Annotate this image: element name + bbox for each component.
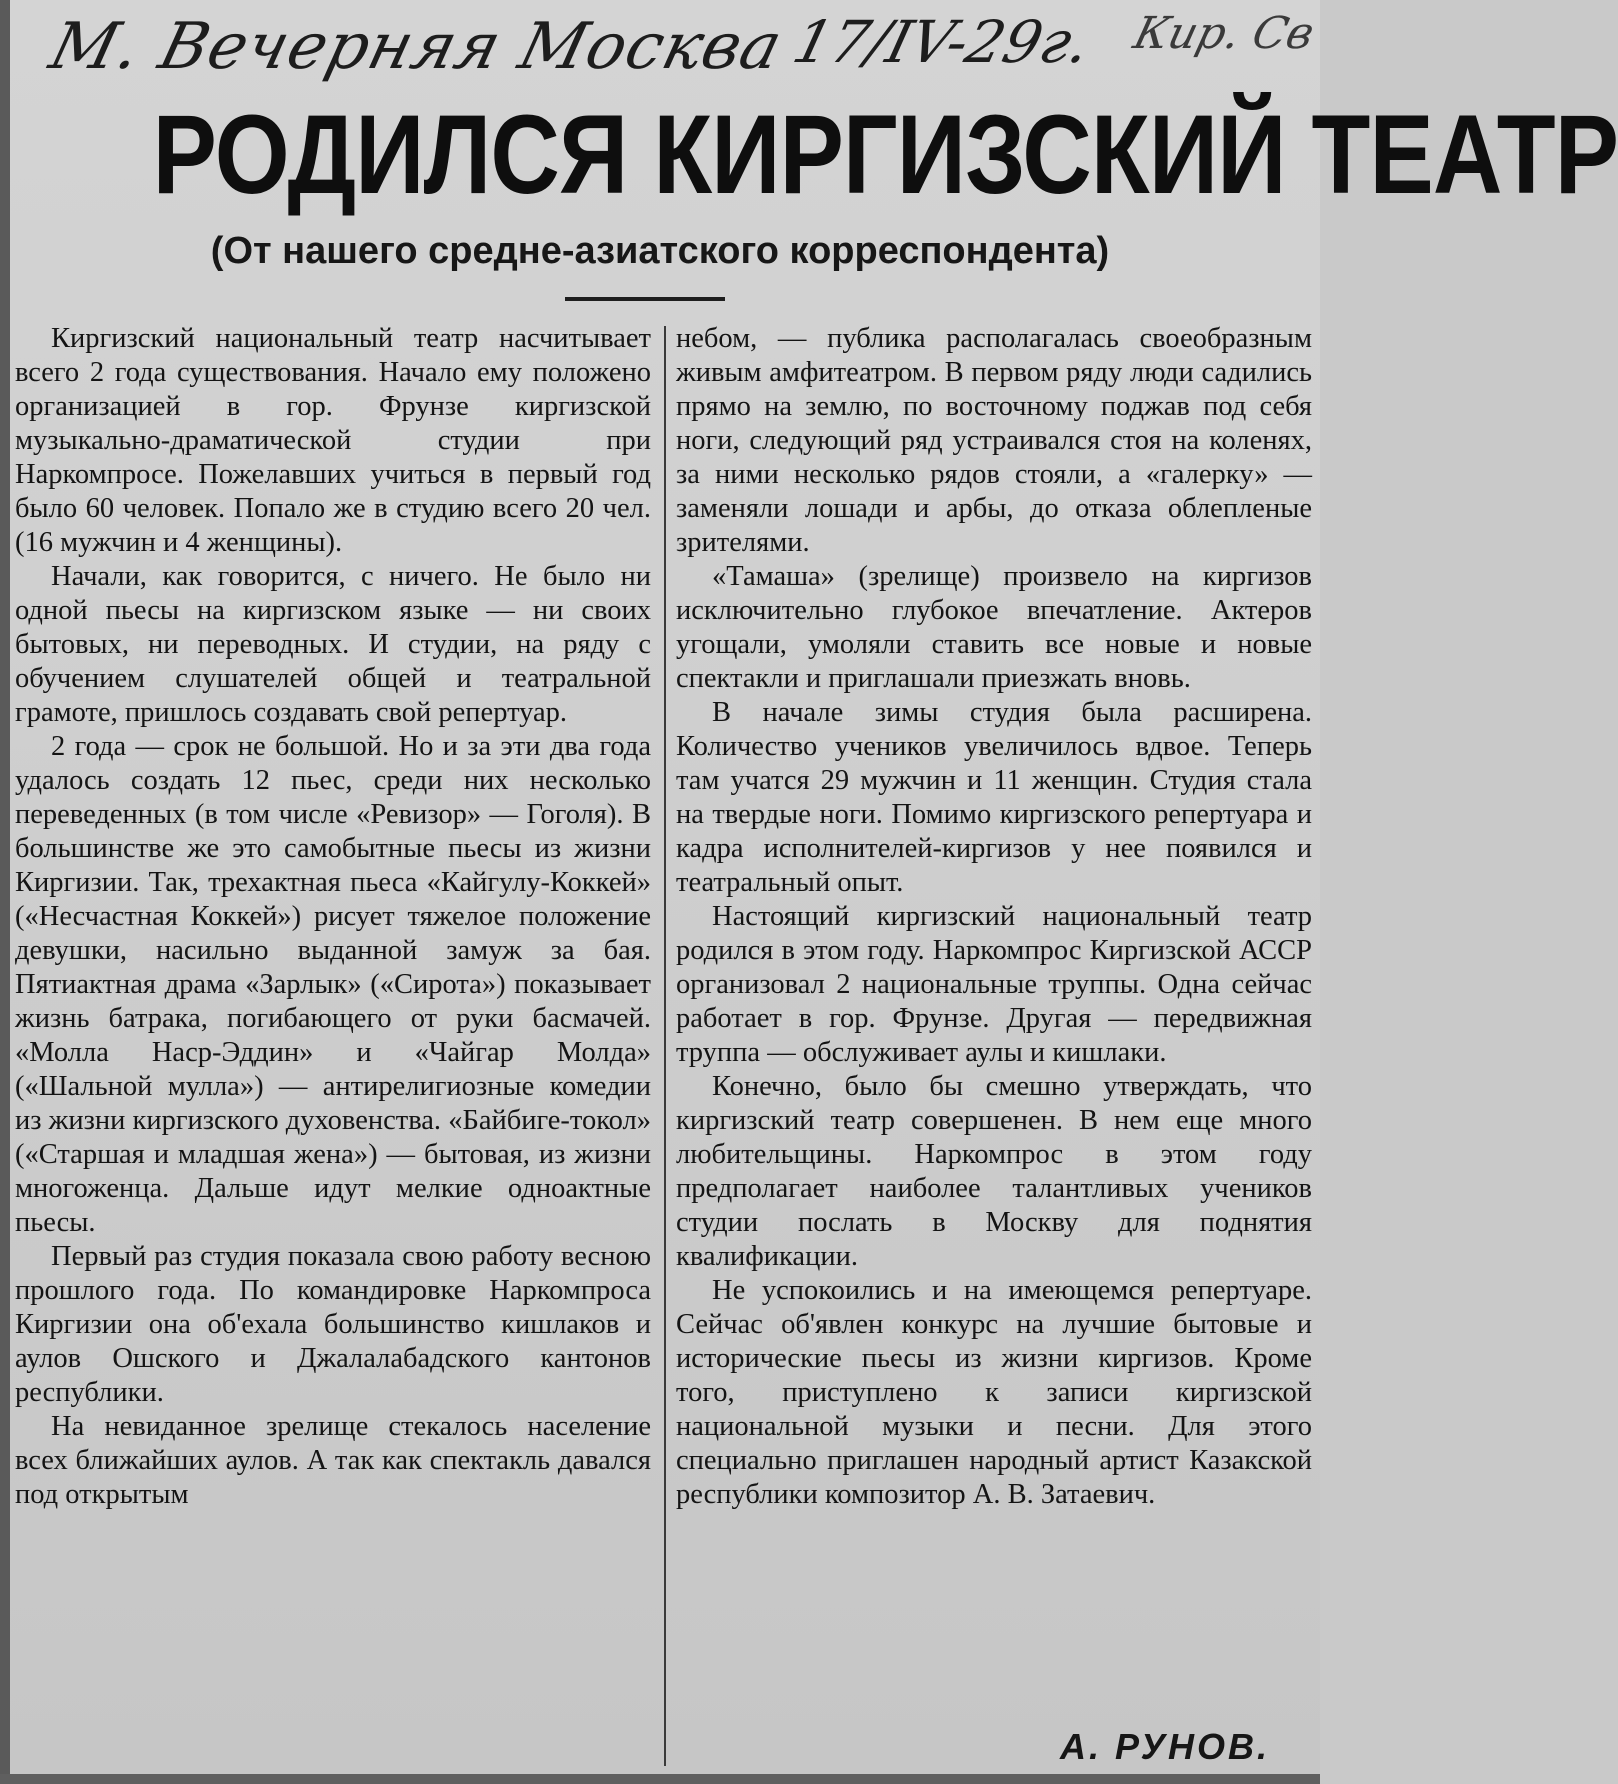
paragraph: Не успокоились и на имеющемся репертуаре. Сейчас об'явлен конкурс на лучшие бытовые и исторические пьесы из жизни киргизов. Кроме того, приступлено к записи киргизской национальной музыки и песни. Для этого специально приглашен народный артист Казакской республики композитор А. В. Затаевич. <box>676 1275 1312 1510</box>
subheadline: (От нашего средне-азиатского корреспондента) <box>210 230 1110 272</box>
article-column-right <box>676 322 1312 1512</box>
paragraph: 2 года — срок не большой. Но и за эти два года удалось создать 12 пьес, среди них несколько переведенных (в том числе «Ревизор» — Гоголя). В большинстве же это самобытные пьесы из жизни Киргизии. Так, трехактная пьеса «Кайгулу-Коккей» («Несчастная Коккей») рисует тяжелое положение девушки, насильно выданной замуж за бая. Пятиактная драма «Зарлык» («Сирота») показывает жизнь батрака, погибающего от руки басмачей. «Молла Наср-Эддин» и «Чайгар Молда» («Шальной мулла») — антирелигиозные комедии из жизни киргизского духовенства. «Байбиге-токол» («Старшая и младшая жена») — бытовая, из жизни многоженца. Дальше идут мелкие одноактные пьесы. <box>15 731 651 1238</box>
paragraph: Первый раз студия показала свою работу весною прошлого года. По командировке Наркомпроса Киргизии она об'ехала большинство кишлаков и аулов Ошского и Джалалабадского кантонов республики. <box>15 1241 651 1408</box>
scan-edge-bottom <box>0 1774 1320 1784</box>
paragraph: Начали, как говорится, с ничего. Не было ни одной пьесы на киргизском языке — ни своих бытовых, ни переводных. И студии, на ряду с обучением слушателей общей и театральной грамоте, пришлось создавать свой репертуар. <box>15 561 651 728</box>
paragraph: Киргизский национальный театр насчитывает всего 2 года существования. Начало ему положено организацией в гор. Фрунзе киргизской музыкально-драматической студии при Наркомпросе. Пожелавших учиться в первый год было 60 человек. Попало же в студию всего 20 чел. (16 мужчин и 4 женщины). <box>15 323 651 558</box>
paragraph: На невиданное зрелище стекалось население всех ближайших аулов. А так как спектакль давался под открытым <box>15 1411 651 1510</box>
paragraph: В начале зимы студия была расширена. Количество учеников увеличилось вдвое. Теперь там учатся 29 мужчин и 11 женщин. Студия стала на твердые ноги. Помимо киргизского репертуара и кадра исполнителей-киргизов у нее появился и театральный опыт. <box>676 697 1312 898</box>
article-column-left <box>15 322 651 1512</box>
paragraph: Конечно, было бы смешно утверждать, что киргизский театр совершенен. В нем еще много любительщины. Наркомпрос в этом году предполагает наиболее талантливых учеников студии послать в Москву для поднятия квалификации. <box>676 1071 1312 1272</box>
handwritten-source: М. Вечерняя Москва <box>42 10 790 84</box>
paragraph: Настоящий киргизский национальный театр родился в этом году. Наркомпрос Киргизской АССР организовал 2 национальные труппы. Одна сейчас работает в гор. Фрунзе. Другая — передвижная труппа — обслуживает аулы и кишлаки. <box>676 901 1312 1068</box>
column-divider <box>664 326 666 1766</box>
paragraph: «Тамаша» (зрелище) произвело на киргизов исключительно глубокое впечатление. Актеров угощали, умоляли ставить все новые и новые спектакли и приглашали приезжать вновь. <box>676 561 1312 694</box>
headline: РОДИЛСЯ КИРГИЗСКИЙ ТЕАТР <box>152 92 1618 217</box>
paragraph: небом, — публика располагалась своеобразным живым амфитеатром. В первом ряду люди садились прямо на землю, по восточному поджав под себя ноги, следующий ряд устраивался стоя на коленях, за ними несколько рядов стояли, а «галерку» — заменяли лошади и арбы, до отказа облепленые зрителями. <box>676 323 1312 558</box>
author-signature: А. РУНОВ. <box>1060 1726 1271 1767</box>
handwritten-date: 17/IV-29г. <box>786 8 1098 76</box>
handwritten-note: Кир. Св <box>1128 8 1320 59</box>
headline-rule <box>565 297 725 301</box>
